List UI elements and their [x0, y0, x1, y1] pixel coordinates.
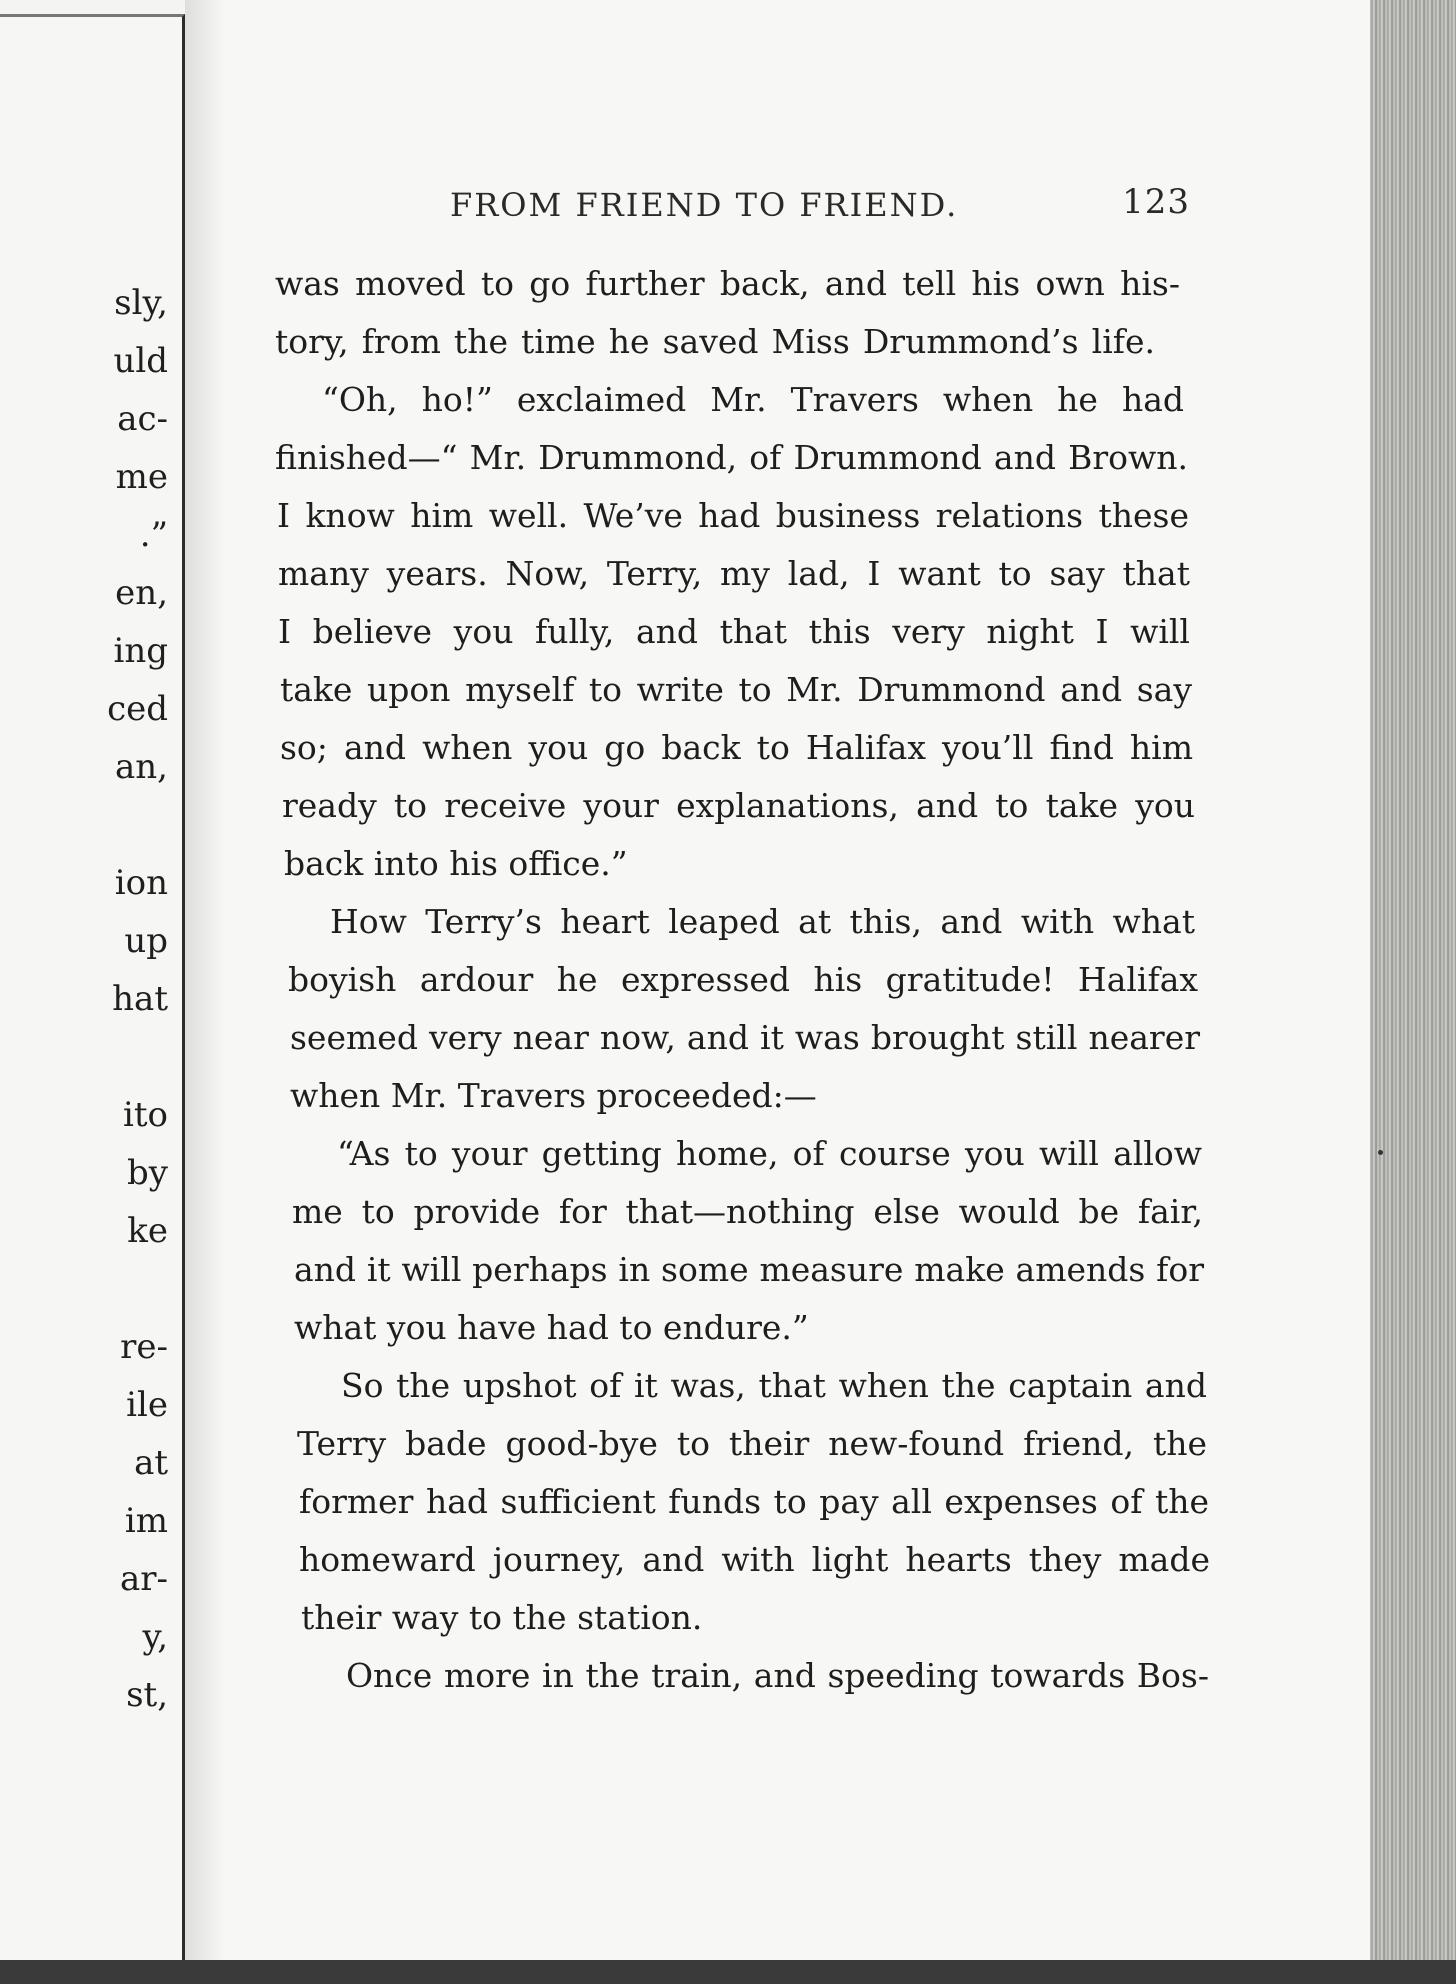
left-page-fragment: ar-	[119, 1559, 168, 1599]
left-page-fragment: re-	[120, 1327, 168, 1367]
left-page-fragment: by	[127, 1153, 168, 1193]
page-header	[450, 182, 1190, 232]
text-line: back into his office.”	[284, 844, 628, 883]
text-line: many years. Now, Terry, my lad, I want to say that	[278, 554, 1190, 593]
left-page-fragment: .”	[139, 515, 168, 555]
text-line: “As to your getting home, of course you will allow	[337, 1134, 1202, 1173]
text-line: seemed very near now, and it was brought still nearer	[290, 1018, 1200, 1057]
left-page-fragment: ke	[127, 1211, 168, 1251]
left-page-fragment: ced	[107, 689, 168, 729]
left-page-fragment: at	[134, 1443, 168, 1483]
scan-speck	[1378, 1150, 1383, 1155]
left-page-fragment: st,	[126, 1675, 168, 1715]
left-page-fragment: en,	[115, 573, 168, 613]
left-page-fragment: y,	[142, 1617, 168, 1657]
text-line: Terry bade good-bye to their new-found friend, the	[297, 1424, 1207, 1463]
text-line: so; and when you go back to Halifax you’ll find him	[280, 728, 1193, 767]
left-page-fragment: uld	[113, 341, 168, 381]
text-line: boyish ardour he expressed his gratitude! Halifax	[288, 960, 1198, 999]
text-line: So the upshot of it was, that when the captain and	[341, 1366, 1207, 1405]
page-number: 123	[1122, 182, 1190, 222]
left-page-fragment: up	[124, 921, 168, 961]
left-page-fragment: ito	[122, 1095, 168, 1135]
bottom-edge	[0, 1960, 1456, 1984]
text-line: “Oh, ho!” exclaimed Mr. Travers when he had	[322, 380, 1184, 419]
gutter-shadow	[185, 0, 225, 1975]
text-line: their way to the station.	[301, 1598, 703, 1637]
text-line: tory, from the time he saved Miss Drummond’s life.	[275, 322, 1155, 361]
text-line: Once more in the train, and speeding towards Bos-	[346, 1656, 1209, 1695]
text-line: what you have had to endure.”	[294, 1308, 809, 1347]
text-line: I know him well. We’ve had business relations these	[277, 496, 1189, 535]
text-line: finished—“ Mr. Drummond, of Drummond and Brown.	[275, 438, 1188, 477]
left-facing-page	[0, 14, 185, 1963]
text-line: me to provide for that—nothing else would be fair,	[292, 1192, 1203, 1231]
text-line: I believe you fully, and that this very night I will	[278, 612, 1190, 651]
running-head: FROM FRIEND TO FRIEND.	[450, 186, 959, 224]
left-page-fragment: ile	[126, 1385, 168, 1425]
left-page-fragment: hat	[112, 979, 168, 1019]
text-line: former had sufficient funds to pay all expenses of the	[299, 1482, 1209, 1521]
left-page-fragment: sly,	[114, 283, 168, 323]
text-line: How Terry’s heart leaped at this, and with what	[330, 902, 1195, 941]
text-line: was moved to go further back, and tell his own his-	[275, 264, 1180, 303]
text-line: and it will perhaps in some measure make amends for	[294, 1250, 1204, 1289]
left-page-fragment: an,	[115, 747, 168, 787]
text-line: when Mr. Travers proceeded:—	[290, 1076, 817, 1115]
text-line: ready to receive your explanations, and to take you	[282, 786, 1195, 825]
text-line: take upon myself to write to Mr. Drummond and say	[280, 670, 1192, 709]
left-page-fragment: ac-	[117, 399, 168, 439]
text-line: homeward journey, and with light hearts they made	[299, 1540, 1210, 1579]
left-page-fragment: me	[115, 457, 168, 497]
left-page-fragment: ing	[113, 631, 168, 671]
left-page-fragment: im	[124, 1501, 168, 1541]
left-page-fragment: ion	[114, 863, 168, 903]
page-edges	[1370, 0, 1456, 1984]
